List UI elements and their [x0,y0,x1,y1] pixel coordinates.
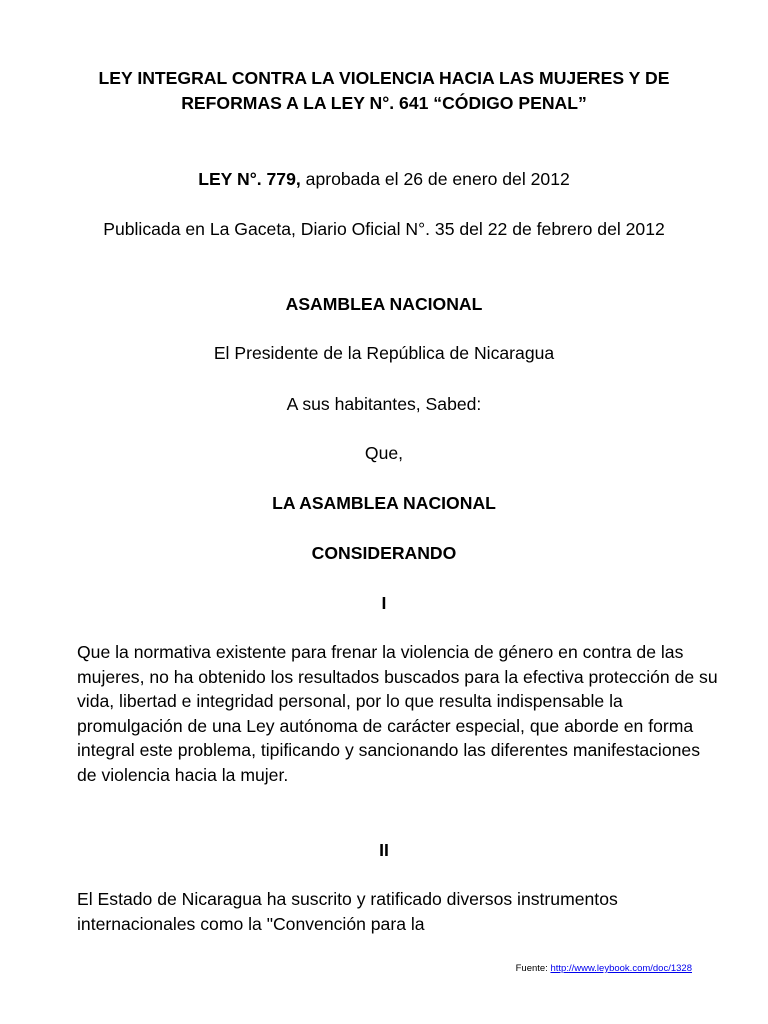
source-label: Fuente: [515,963,551,974]
law-number-line [77,167,691,192]
source-link[interactable]: http://www.leybook.com/doc/1328 [550,963,692,974]
que-line: Que, [364,443,404,463]
la-asamblea-heading: LA ASAMBLEA NACIONAL [272,493,496,513]
section-two-paragraph: El Estado de Nicaragua ha suscrito y ratificado diversos instrumentos internacionales como la "Convención para la [77,889,618,934]
considerando-heading: CONSIDERANDO [311,543,457,563]
inhabitants-line: A sus habitantes, Sabed: [286,394,482,414]
source-footer [516,963,692,975]
section-one-paragraph: Que la normativa existente para frenar la violencia de género en contra de las mujeres, no ha obtenido los resultados buscados para la efectiva protección de su vida, libertad e integridad personal, por lo que resulta indispensable la promulgación de una Ley autónoma de carácter especial, que aborde en forma integral este problema, tipificando y sancionando las diferentes manifestaciones de violencia hacia la mujer. [77,642,718,785]
document-title: LEY INTEGRAL CONTRA LA VIOLENCIA HACIA LAS MUJERES Y DE REFORMAS A LA LEY N°. 641 “CÓDIGO PENAL” [98,68,670,113]
section-two-numeral: II [379,840,389,860]
assembly-heading: ASAMBLEA NACIONAL [285,294,483,314]
president-line: El Presidente de la República de Nicaragua [213,343,555,363]
publication-line: Publicada en La Gaceta, Diario Oficial N°. 35 del 22 de febrero del 2012 [103,219,665,239]
law-number-label: LEY N°. 779, [198,169,301,189]
law-approval-text: aprobada el 26 de enero del 2012 [300,169,570,189]
section-one-numeral: I [381,593,387,613]
